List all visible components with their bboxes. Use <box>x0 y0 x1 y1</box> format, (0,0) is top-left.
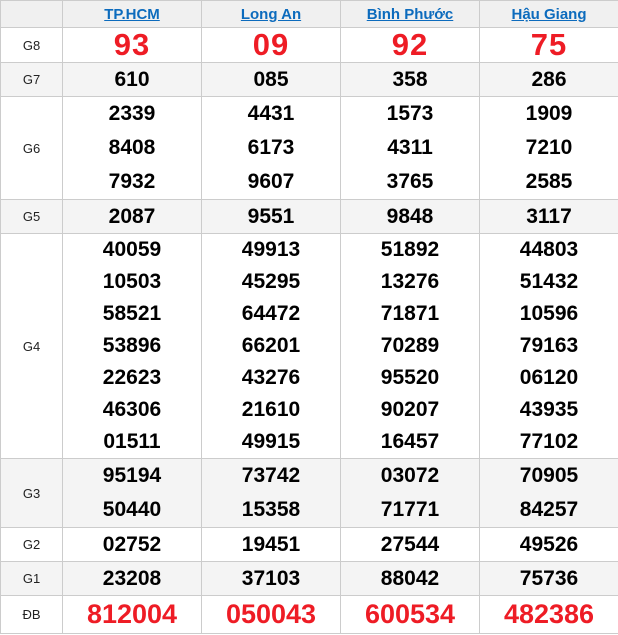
prize-cell <box>341 28 480 63</box>
prize-number: 43276 <box>241 366 301 389</box>
prize-number: 37103 <box>241 567 301 590</box>
prize-cell <box>341 63 480 97</box>
prize-cell <box>202 234 341 459</box>
prize-number: 600534 <box>364 599 456 629</box>
prize-cell <box>202 200 341 234</box>
prize-number: 21610 <box>241 398 301 421</box>
prize-number: 90207 <box>380 398 440 421</box>
prize-label-g7: G7 <box>1 63 63 97</box>
prize-number: 16457 <box>380 430 440 453</box>
prize-row-g7 <box>1 63 618 97</box>
prize-number: 085 <box>253 68 289 91</box>
prize-number: 95520 <box>380 366 440 389</box>
prize-cell <box>480 234 618 459</box>
prize-number: 2585 <box>525 170 573 193</box>
prize-label-g6: G6 <box>1 97 63 200</box>
prize-cell <box>63 596 202 634</box>
prize-cell <box>341 200 480 234</box>
prize-cell <box>480 200 618 234</box>
prize-number: 1573 <box>386 102 434 125</box>
prize-cell <box>480 63 618 97</box>
prize-number: 812004 <box>86 599 178 629</box>
prize-cell <box>341 562 480 596</box>
prize-number: 44803 <box>519 238 579 261</box>
prize-number: 70905 <box>519 464 579 487</box>
prize-number: 40059 <box>102 238 162 261</box>
prize-number: 95194 <box>102 464 162 487</box>
prize-number: 19451 <box>241 533 301 556</box>
province-link-binh-phuoc[interactable]: Bình Phước <box>366 5 454 23</box>
prize-label-g3: G3 <box>1 459 63 528</box>
prize-cell <box>63 459 202 528</box>
prize-cell <box>341 459 480 528</box>
prize-number: 7210 <box>525 136 573 159</box>
prize-number: 66201 <box>241 334 301 357</box>
prize-cell <box>480 562 618 596</box>
prize-number: 71771 <box>380 498 440 521</box>
prize-number: 6173 <box>247 136 295 159</box>
prize-number: 93 <box>113 27 151 62</box>
prize-number: 610 <box>114 68 150 91</box>
prize-number: 88042 <box>380 567 440 590</box>
prize-number: 9848 <box>386 205 434 228</box>
prize-row-g3 <box>1 459 618 528</box>
prize-number: 15358 <box>241 498 301 521</box>
prize-number: 4311 <box>387 136 433 159</box>
prize-number: 73742 <box>241 464 301 487</box>
prize-number: 02752 <box>102 533 162 556</box>
prize-label-g5: G5 <box>1 200 63 234</box>
header-row <box>1 1 618 28</box>
prize-number: 482386 <box>503 599 595 629</box>
prize-number: 79163 <box>519 334 579 357</box>
prize-cell <box>341 97 480 200</box>
prize-number: 10596 <box>519 302 579 325</box>
prize-cell <box>63 97 202 200</box>
prize-number: 51432 <box>519 270 579 293</box>
prize-row-g4 <box>1 234 618 459</box>
prize-number: 23208 <box>102 567 162 590</box>
prize-cell <box>480 459 618 528</box>
prize-number: 358 <box>392 68 428 91</box>
prize-number: 75 <box>530 27 568 62</box>
prize-row-g1 <box>1 562 618 596</box>
prize-number: 3765 <box>386 170 434 193</box>
prize-number: 2087 <box>108 205 156 228</box>
prize-number: 77102 <box>519 430 579 453</box>
prize-label-g4: G4 <box>1 234 63 459</box>
column-header-tp-hcm <box>63 1 202 28</box>
province-link-hau-giang[interactable]: Hậu Giang <box>511 5 587 23</box>
prize-cell <box>341 234 480 459</box>
prize-number: 2339 <box>108 102 156 125</box>
prize-number: 4431 <box>247 102 295 125</box>
prize-number: 27544 <box>380 533 440 556</box>
prize-number: 58521 <box>102 302 162 325</box>
prize-cell <box>480 97 618 200</box>
prize-number: 45295 <box>241 270 301 293</box>
prize-row-g6 <box>1 97 618 200</box>
column-header-long-an <box>202 1 341 28</box>
prize-number: 13276 <box>380 270 440 293</box>
prize-number: 49913 <box>241 238 301 261</box>
prize-number: 50440 <box>102 498 162 521</box>
table-header <box>1 1 618 28</box>
prize-number: 9607 <box>247 170 295 193</box>
prize-number: 03072 <box>380 464 440 487</box>
column-header-hau-giang <box>480 1 618 28</box>
prize-cell <box>202 97 341 200</box>
prize-number: 51892 <box>380 238 440 261</box>
prize-number: 43935 <box>519 398 579 421</box>
prize-cell <box>63 28 202 63</box>
province-link-long-an[interactable]: Long An <box>240 5 302 23</box>
prize-number: 3117 <box>526 205 572 228</box>
prize-number: 1909 <box>525 102 573 125</box>
prize-cell <box>202 596 341 634</box>
corner-cell <box>1 1 63 28</box>
prize-number: 64472 <box>241 302 301 325</box>
prize-number: 9551 <box>247 205 295 228</box>
prize-label-g1: G1 <box>1 562 63 596</box>
prize-cell <box>63 200 202 234</box>
column-header-binh-phuoc <box>341 1 480 28</box>
prize-number: 09 <box>252 27 290 62</box>
prize-number: 92 <box>391 27 429 62</box>
prize-number: 71871 <box>380 302 440 325</box>
prize-number: 286 <box>531 68 567 91</box>
prize-row-db <box>1 596 618 634</box>
prize-cell <box>63 234 202 459</box>
prize-cell <box>63 562 202 596</box>
prize-number: 49915 <box>241 430 301 453</box>
prize-cell <box>63 528 202 562</box>
prize-number: 06120 <box>519 366 579 389</box>
prize-number: 050043 <box>225 599 317 629</box>
prize-cell <box>202 459 341 528</box>
prize-cell <box>480 28 618 63</box>
prize-row-g2 <box>1 528 618 562</box>
prize-number: 84257 <box>519 498 579 521</box>
province-link-tp-hcm[interactable]: TP.HCM <box>104 5 160 23</box>
prize-number: 46306 <box>102 398 162 421</box>
prize-cell <box>202 562 341 596</box>
prize-cell <box>202 63 341 97</box>
prize-number: 53896 <box>102 334 162 357</box>
prize-cell <box>202 528 341 562</box>
prize-cell <box>341 528 480 562</box>
prize-number: 70289 <box>380 334 440 357</box>
prize-row-g8 <box>1 28 618 63</box>
prize-number: 8408 <box>108 136 156 159</box>
prize-number: 01511 <box>103 430 161 453</box>
prize-number: 75736 <box>519 567 579 590</box>
prize-cell <box>63 63 202 97</box>
prize-cell <box>202 28 341 63</box>
prize-number: 22623 <box>102 366 162 389</box>
prize-cell <box>480 528 618 562</box>
prize-number: 49526 <box>519 533 579 556</box>
prize-row-g5 <box>1 200 618 234</box>
prize-cell <box>341 596 480 634</box>
prize-number: 10503 <box>102 270 162 293</box>
table-body <box>1 28 618 634</box>
prize-label-g2: G2 <box>1 528 63 562</box>
prize-cell <box>480 596 618 634</box>
prize-label-db: ĐB <box>1 596 63 634</box>
prize-label-g8: G8 <box>1 28 63 63</box>
prize-number: 7932 <box>108 170 156 193</box>
